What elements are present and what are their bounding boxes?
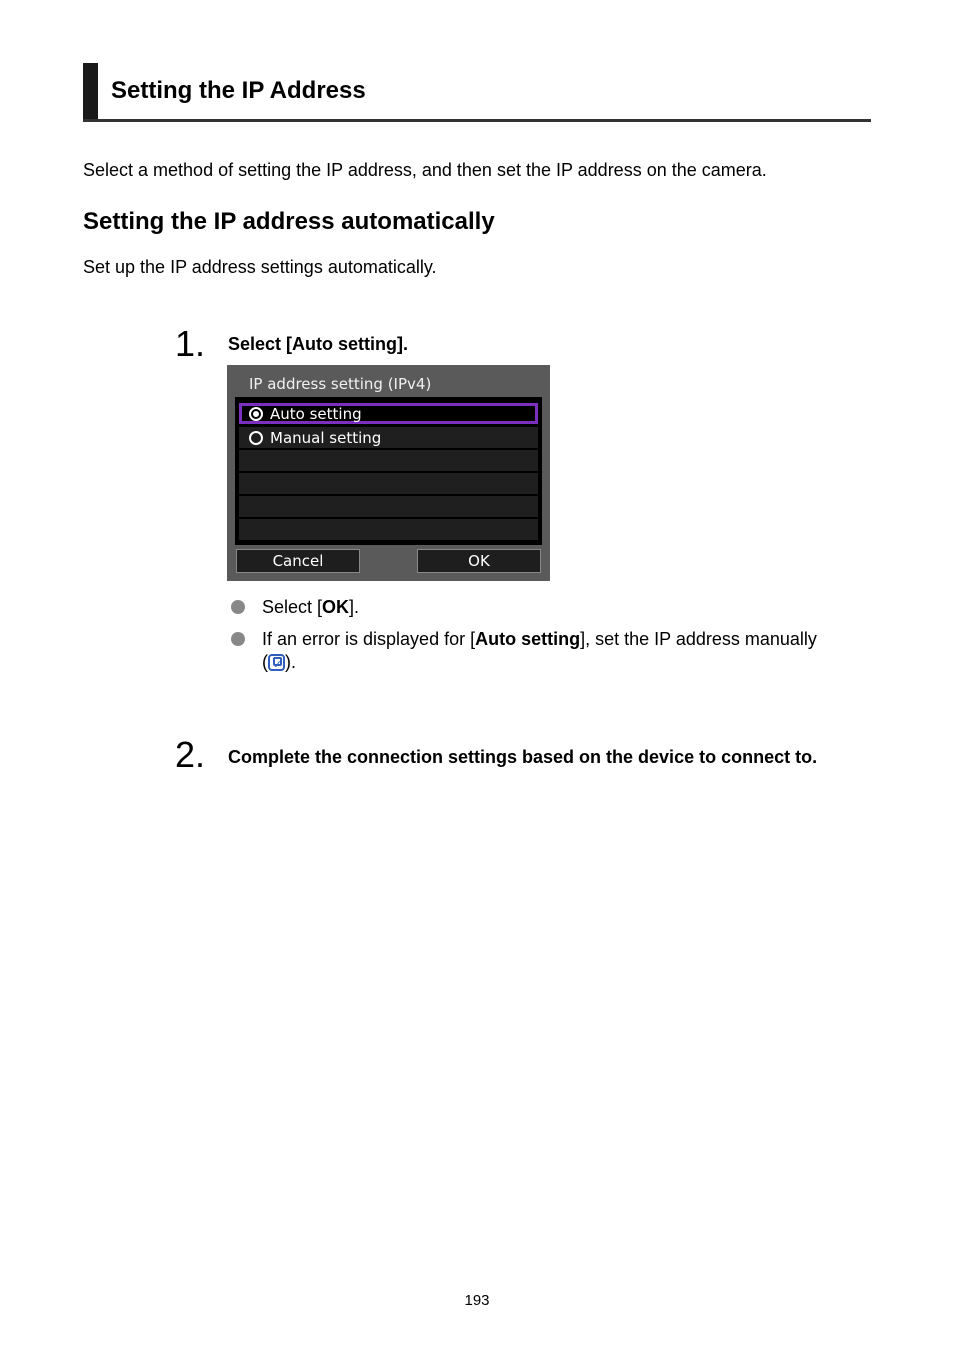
- intro-text: Select a method of setting the IP address, and then set the IP address on the camera.: [83, 160, 767, 180]
- camera-screen-title: IP address setting (IPv4): [249, 375, 432, 393]
- bullet-text: (: [262, 652, 268, 672]
- step-1-number: 1.: [175, 323, 206, 364]
- bullet-text: ).: [285, 652, 296, 672]
- option-label: Manual setting: [270, 428, 382, 447]
- camera-screen: [227, 365, 550, 581]
- page-number: 193: [464, 1292, 490, 1309]
- empty-row: [239, 450, 538, 471]
- subsection-title: Setting the IP address automatically: [83, 208, 495, 235]
- bullet-text: If an error is displayed for [: [262, 629, 476, 649]
- empty-row: [239, 496, 538, 517]
- step-1-bullets: [230, 596, 870, 683]
- option-label: Auto setting: [270, 404, 362, 423]
- list-item: [230, 596, 870, 619]
- step-2-text: Complete the connection settings based on the device to connect to.: [228, 747, 818, 767]
- bullet-text: Select [: [262, 597, 323, 617]
- subsection-description: Set up the IP address settings automatically.: [83, 257, 437, 277]
- radio-unselected-icon: [249, 431, 263, 445]
- ok-button[interactable]: OK: [417, 549, 541, 573]
- bullet-icon: [231, 600, 245, 614]
- step-2-number: 2.: [175, 734, 206, 775]
- page-reference-icon[interactable]: [268, 654, 285, 671]
- bullet-text: ].: [349, 597, 360, 617]
- option-manual-setting[interactable]: [239, 427, 538, 448]
- radio-selected-icon: [249, 407, 263, 421]
- bullet-icon: [231, 632, 245, 646]
- option-auto-setting[interactable]: [239, 403, 538, 424]
- empty-row: [239, 519, 538, 540]
- bullet-bold-text: Auto setting: [475, 629, 581, 649]
- bullet-bold-text: OK: [322, 597, 350, 617]
- option-list: [235, 397, 542, 545]
- section-title: Setting the IP Address: [111, 77, 366, 104]
- list-item: [230, 628, 870, 674]
- bullet-text: ], set the IP address manually: [580, 629, 817, 649]
- step-1-text: Select [Auto setting].: [228, 334, 409, 354]
- empty-row: [239, 473, 538, 494]
- section-header-bar: [83, 63, 98, 119]
- section-header: [83, 63, 871, 122]
- cancel-button[interactable]: Cancel: [236, 549, 360, 573]
